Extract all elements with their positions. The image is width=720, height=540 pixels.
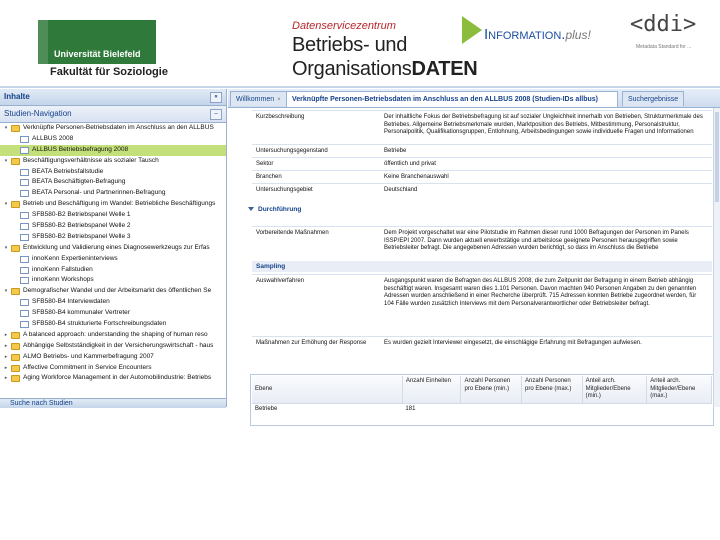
expand-arrow-icon[interactable]: ▸ <box>4 353 8 360</box>
grid-cell: Betriebe <box>252 403 402 414</box>
tree-item-label: Demografischer Wandel und der Arbeitsmarkt des öffentlichen Se <box>23 287 212 295</box>
vertical-scrollbar[interactable] <box>713 108 720 407</box>
folder-icon <box>11 332 20 339</box>
tab-bar <box>228 89 720 108</box>
header-divider <box>0 86 720 88</box>
tree-item-label: ALMO Betriebs- und Kammerbefragung 2007 <box>23 352 154 360</box>
tree-study-item[interactable] <box>0 265 226 276</box>
field-row <box>252 274 712 335</box>
tree-folder-item[interactable] <box>0 373 226 384</box>
organisations-title: OrganisationsDATEN <box>292 58 478 80</box>
column-header[interactable]: Ebene <box>252 376 402 403</box>
collapse-arrow-icon[interactable] <box>248 207 254 211</box>
scrollbar-thumb[interactable] <box>715 112 719 202</box>
field-row <box>252 110 712 144</box>
collapse-arrow-icon[interactable]: ▾ <box>4 125 8 131</box>
document-icon <box>20 321 29 328</box>
document-icon <box>20 234 29 241</box>
tree-item-label: BEATA Betriebsfallstudie <box>32 167 104 175</box>
field-row <box>252 170 712 183</box>
tree-study-item[interactable] <box>0 134 226 145</box>
levels-grid <box>252 376 712 414</box>
page-header <box>0 0 720 88</box>
expand-arrow-icon[interactable]: ▸ <box>4 364 8 371</box>
document-icon <box>20 277 29 284</box>
tree-item-label: SFB580-B4 kommunaler Vertreter <box>32 309 130 317</box>
tree-item-label: A balanced approach: understanding the shaping of human reso <box>23 330 208 338</box>
document-icon <box>20 223 29 230</box>
minimize-navigation-button[interactable]: – <box>210 109 222 120</box>
grid-cell <box>461 403 522 414</box>
column-header[interactable]: Anzahl Personen pro Ebene (max.) <box>522 376 583 403</box>
field-label: Sektor <box>256 161 274 167</box>
field-row <box>252 183 712 196</box>
tree-study-item[interactable] <box>0 221 226 232</box>
tree-study-item[interactable] <box>0 232 226 243</box>
tree-folder-item[interactable] <box>0 363 226 374</box>
tab-welcome[interactable]: Willkommen × <box>230 91 287 106</box>
grid-cell <box>647 403 712 414</box>
contents-panel-title: Inhalte « <box>0 89 226 106</box>
tree-item-label: ALLBUS 2008 <box>32 134 74 142</box>
grid-cell <box>522 403 583 414</box>
field-row <box>252 336 712 349</box>
tree-item-label: Affective Commitment in Service Encounters <box>23 363 152 371</box>
folder-icon <box>11 288 20 295</box>
tree-item-label: Entwicklung und Validierung eines Diagnosewerkzeugs zur Erfas <box>23 243 210 251</box>
tree-item-label: innoKenn Fallstudien <box>32 265 93 273</box>
contents-panel <box>0 89 227 407</box>
folder-icon <box>11 125 20 132</box>
tree-item-label: SFB580-B4 strukturierte Fortschreibungsdaten <box>32 320 167 328</box>
information-plus-arrow-icon <box>462 16 482 44</box>
folder-icon <box>11 375 20 382</box>
tree-study-item[interactable] <box>0 308 226 319</box>
tree-item-label: BEATA Beschäftigten-Befragung <box>32 178 126 186</box>
folder-icon <box>11 343 20 350</box>
tree-item-label: ALLBUS Betriebsbefragung 2008 <box>32 145 129 153</box>
tree-study-item[interactable] <box>0 275 226 286</box>
field-value: Keine Branchenauswahl <box>384 174 449 180</box>
tree-folder-item[interactable] <box>0 156 226 167</box>
tree-folder-item[interactable] <box>0 352 226 363</box>
document-icon <box>20 190 29 197</box>
expand-arrow-icon[interactable]: ▸ <box>4 342 8 349</box>
column-header[interactable]: Anteil arch. Mitglieder/Ebene (min.) <box>582 376 647 403</box>
folder-icon <box>11 354 20 361</box>
field-value: Dem Projekt vorgeschaltet war eine Pilotstudie im Rahmen dieser rund 1000 Befragungen der Personen im Panels ISSP/EPI 2007. Dann wurden aktuell erwerbstätige und arbeitslose geeignete Personen herausgegriffen sowie Betriebsleiter befragt. Die angegebenen Adressen wurden berichtigt, so dass im Anschluss die Betriebe <box>384 230 689 251</box>
tree-study-item[interactable] <box>0 297 226 308</box>
column-header[interactable]: Anzahl Einheiten <box>402 376 461 403</box>
field-label: Untersuchungsgegenstand <box>256 148 328 154</box>
grid-header-row <box>252 376 712 403</box>
grid-cell: 181 <box>402 403 461 414</box>
tree-item-label: Beschäftigungsverhältnisse als sozialer Tausch <box>23 156 159 164</box>
field-label: Kurzbeschreibung <box>256 114 305 120</box>
tree-folder-item[interactable] <box>0 330 226 341</box>
tree-study-item[interactable] <box>0 319 226 330</box>
tree-item-label: Abhängige Selbstständigkeit in der Versicherungswirtschaft - haus <box>23 341 214 349</box>
tree-item-label: SFB580-B2 Betriebspanel Welle 1 <box>32 211 131 219</box>
tree-folder-item[interactable] <box>0 123 226 134</box>
field-value: öffentlich und privat <box>384 161 436 167</box>
field-value: Ausgangspunkt waren die Befragten des ALLBUS 2008, die zum Zeitpunkt der Befragung in einem Betrieb abhängig beschäftigt waren. Insgesamt waren dies 1.101 Personen. Davon machten 940 Personen Angaben zu den genannten Adressen wurden anschließend in einer Recherche überprüft. 715 Adressen konnten Betriebe zugeordnet werden, für 104 Fälle wurden zusätzlich Interviews mit dem Personalverantwortlicher oder Betriebsleiter befragt. <box>384 278 697 307</box>
field-label: Branchen <box>256 174 282 180</box>
study-details <box>228 108 714 412</box>
study-tree <box>0 123 226 384</box>
folder-icon <box>11 365 20 372</box>
collapse-arrow-icon[interactable]: ▾ <box>4 244 8 251</box>
document-icon <box>20 147 29 154</box>
section-sampling: Sampling <box>252 261 712 272</box>
field-row <box>252 157 712 170</box>
section-durchfuehrung[interactable]: Durchführung <box>248 206 301 213</box>
collapse-arrow-icon[interactable]: ▾ <box>4 288 8 295</box>
study-navigation-header[interactable]: Studien-Navigation – <box>0 106 226 123</box>
field-value: Der inhaltliche Fokus der Betriebsbefragung ist auf sozialer Ungleichheit innerhalb von Betrieben, Strukturmerkmale des Betriebes. Allgemeine Betriebsmerkmale wurden, Marktposition des Betriebs, Mitbestimmung, Personalstruktur, Personalpolitik, Qualifikationsgruppen, Entlohnung, Arbeitsbedingungen sowie individuelle Fragen und Informationen <box>384 114 703 135</box>
document-icon <box>20 212 29 219</box>
university-logo <box>38 20 156 64</box>
tree-study-item[interactable] <box>0 145 226 156</box>
tree-item-label: SFB580-B4 Interviewdaten <box>32 298 110 306</box>
study-search-header[interactable]: Suche nach Studien <box>0 398 226 408</box>
collapse-arrow-icon[interactable]: ▾ <box>4 201 8 208</box>
ddi-subtitle: Metadata Standard for ... <box>636 44 692 50</box>
document-icon <box>20 310 29 317</box>
folder-icon <box>11 158 20 165</box>
field-value: Deutschland <box>384 187 418 193</box>
column-header[interactable]: Anzahl Personen pro Ebene (min.) <box>461 376 522 403</box>
tab-study-allbus[interactable]: Verknüpfte Personen-Betriebsdaten im Anschluss an den ALLBUS 2008 (Studien-IDs allbus) <box>286 91 618 107</box>
tree-item-label: Aging Workforce Management in der Automobilindustrie: Betriebs <box>23 374 212 382</box>
tree-study-item[interactable] <box>0 167 226 178</box>
tree-item-label: innoKenn Workshops <box>32 276 94 284</box>
field-label: Untersuchungsgebiet <box>256 187 313 193</box>
document-icon <box>20 267 29 274</box>
information-plus-logo: Information.plus! <box>484 26 591 43</box>
field-value: Es wurden gezielt Interviewer eingesetzt, die einschlägige Erfahrung mit Befragungen aufwiesen. <box>384 340 642 346</box>
tree-item-label: innoKenn Expertieninterviews <box>32 254 118 262</box>
collapse-arrow-icon[interactable]: ▾ <box>4 157 8 164</box>
tree-item-label: SFB580-B2 Betriebspanel Welle 2 <box>32 222 131 230</box>
field-label: Auswahlverfahren <box>256 278 305 284</box>
document-icon <box>20 299 29 306</box>
tab-search-results[interactable]: Suchergebnisse <box>622 91 684 106</box>
document-icon <box>20 256 29 263</box>
document-icon <box>20 169 29 176</box>
tree-item-label: Verknüpfte Personen-Betriebsdaten im Anschluss an den ALLBUS <box>23 124 214 131</box>
table-row[interactable] <box>252 403 712 414</box>
tree-study-item[interactable] <box>0 210 226 221</box>
tree-item-label: SFB580-B2 Betriebspanel Welle 3 <box>32 232 131 240</box>
tree-folder-item[interactable] <box>0 286 226 297</box>
tree-folder-item[interactable] <box>0 341 226 352</box>
grid-cell <box>582 403 647 414</box>
field-value: Betriebe <box>384 148 407 154</box>
tree-item-label: Betrieb und Beschäftigung im Wandel: Betriebliche Beschäftigungs <box>23 200 216 208</box>
ddi-logo: <ddi> <box>630 12 697 37</box>
detail-panel <box>228 89 720 412</box>
expand-arrow-icon[interactable]: ▸ <box>4 375 8 382</box>
folder-icon <box>11 201 20 208</box>
document-icon <box>20 179 29 186</box>
field-label: Vorbereitende Maßnahmen <box>256 230 329 236</box>
dsz-title: Datenservicezentrum <box>292 20 396 32</box>
close-tab-icon[interactable]: × <box>277 97 281 103</box>
tree-folder-item[interactable] <box>0 199 226 210</box>
folder-icon <box>11 245 20 252</box>
document-icon <box>20 136 29 143</box>
university-name: Universität Bielefeld <box>54 49 141 59</box>
field-label: Maßnahmen zur Erhöhung der Response <box>256 340 367 346</box>
tree-study-item[interactable] <box>0 177 226 188</box>
tree-item-label: BEATA Personal- und Partnerinnen-Befragung <box>32 189 166 197</box>
field-row <box>252 144 712 157</box>
expand-arrow-icon[interactable]: ▸ <box>4 331 8 338</box>
tree-folder-item[interactable] <box>0 243 226 254</box>
tree-study-item[interactable] <box>0 188 226 199</box>
column-header[interactable]: Anteil arch. Mitglieder/Ebene (max.) <box>647 376 712 403</box>
collapse-panel-button[interactable]: « <box>210 92 222 103</box>
tree-study-item[interactable] <box>0 254 226 265</box>
field-row <box>252 226 712 261</box>
faculty-name: Fakultät für Soziologie <box>50 66 168 78</box>
betriebs-title: Betriebs- und <box>292 34 408 56</box>
